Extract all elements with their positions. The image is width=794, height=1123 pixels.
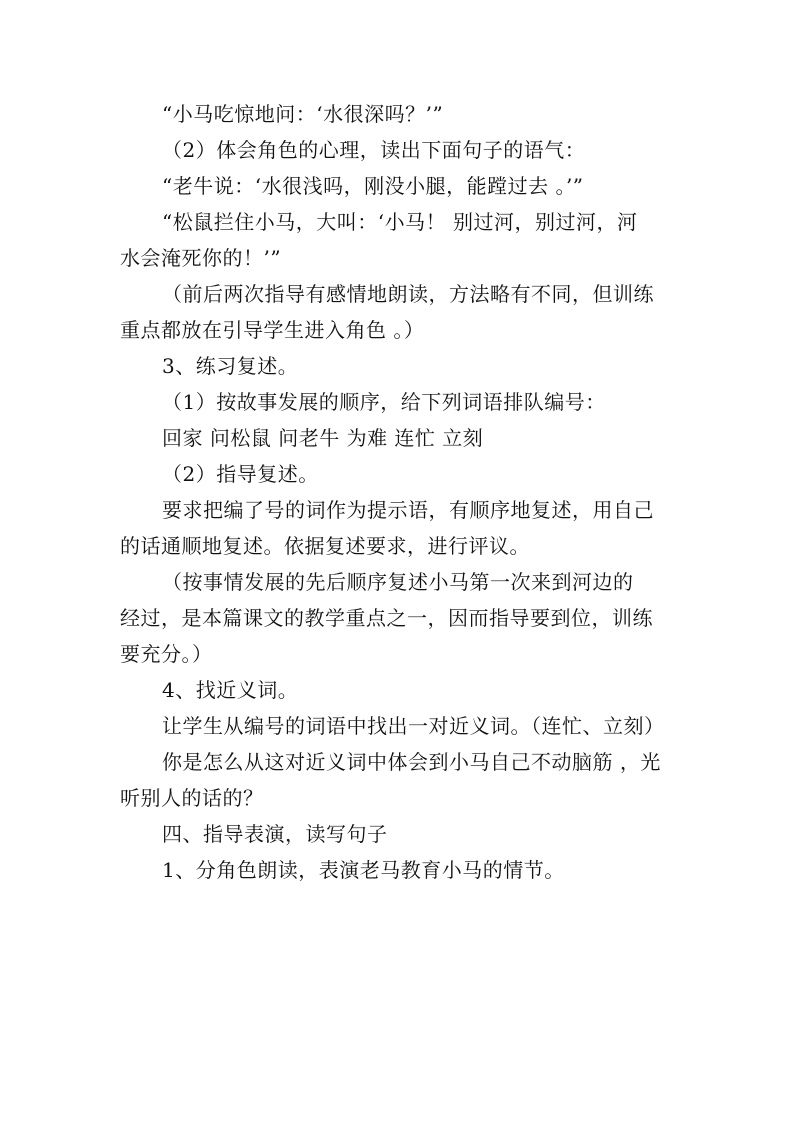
- word-list: 回家 问松鼠 问老牛 为难 连忙 立刻: [162, 426, 484, 450]
- section-heading: 4、找近义词。: [162, 678, 299, 702]
- text-line: 经过，是本篇课文的教学重点之一，因而指导要到位，训练: [120, 606, 653, 630]
- text-line: （前后两次指导有感情地朗读，方法略有不同，但训练: [162, 282, 654, 306]
- text-line: 要充分。）: [120, 642, 213, 666]
- text-line: 1、分角色朗读，表演老马教育小马的情节。: [162, 858, 565, 882]
- text-line: （2）指导复述。: [162, 462, 319, 486]
- section-heading: 四、指导表演，读写句子: [162, 822, 388, 846]
- text-line: （2）体会角色的心理，读出下面句子的语气：: [162, 138, 586, 162]
- text-line: 重点都放在引导学生进入角色 。）: [120, 318, 425, 342]
- text-line: “小马吃惊地问：‘水很深吗？’”: [162, 102, 444, 126]
- text-line: 要求把编了号的词作为提示语，有顺序地复述，用自己: [162, 498, 654, 522]
- text-line: 让学生从编号的词语中找出一对近义词。（连忙、立刻）: [162, 714, 665, 738]
- text-line: “老牛说：‘水很浅吗，刚没小腿，能蹚过去 。’”: [162, 174, 584, 198]
- text-line: 你是怎么从这对近义词中体会到小马自己不动脑筋 ，光: [162, 750, 661, 774]
- text-line: 的话通顺地复述。依据复述要求，进行评议。: [120, 534, 530, 558]
- text-line: 水会淹死你的！’”: [120, 246, 282, 270]
- text-line: （按事情发展的先后顺序复述小马第一次来到河边的: [162, 570, 634, 594]
- section-heading: 3、练习复述。: [162, 354, 299, 378]
- text-line: （1）按故事发展的顺序，给下列词语排队编号：: [162, 390, 606, 414]
- text-line: “松鼠拦住小马，大叫：‘小马！ 别过河，别过河，河: [162, 210, 638, 234]
- text-line: 听别人的话的？: [120, 786, 264, 810]
- document-page: [120, 96, 680, 888]
